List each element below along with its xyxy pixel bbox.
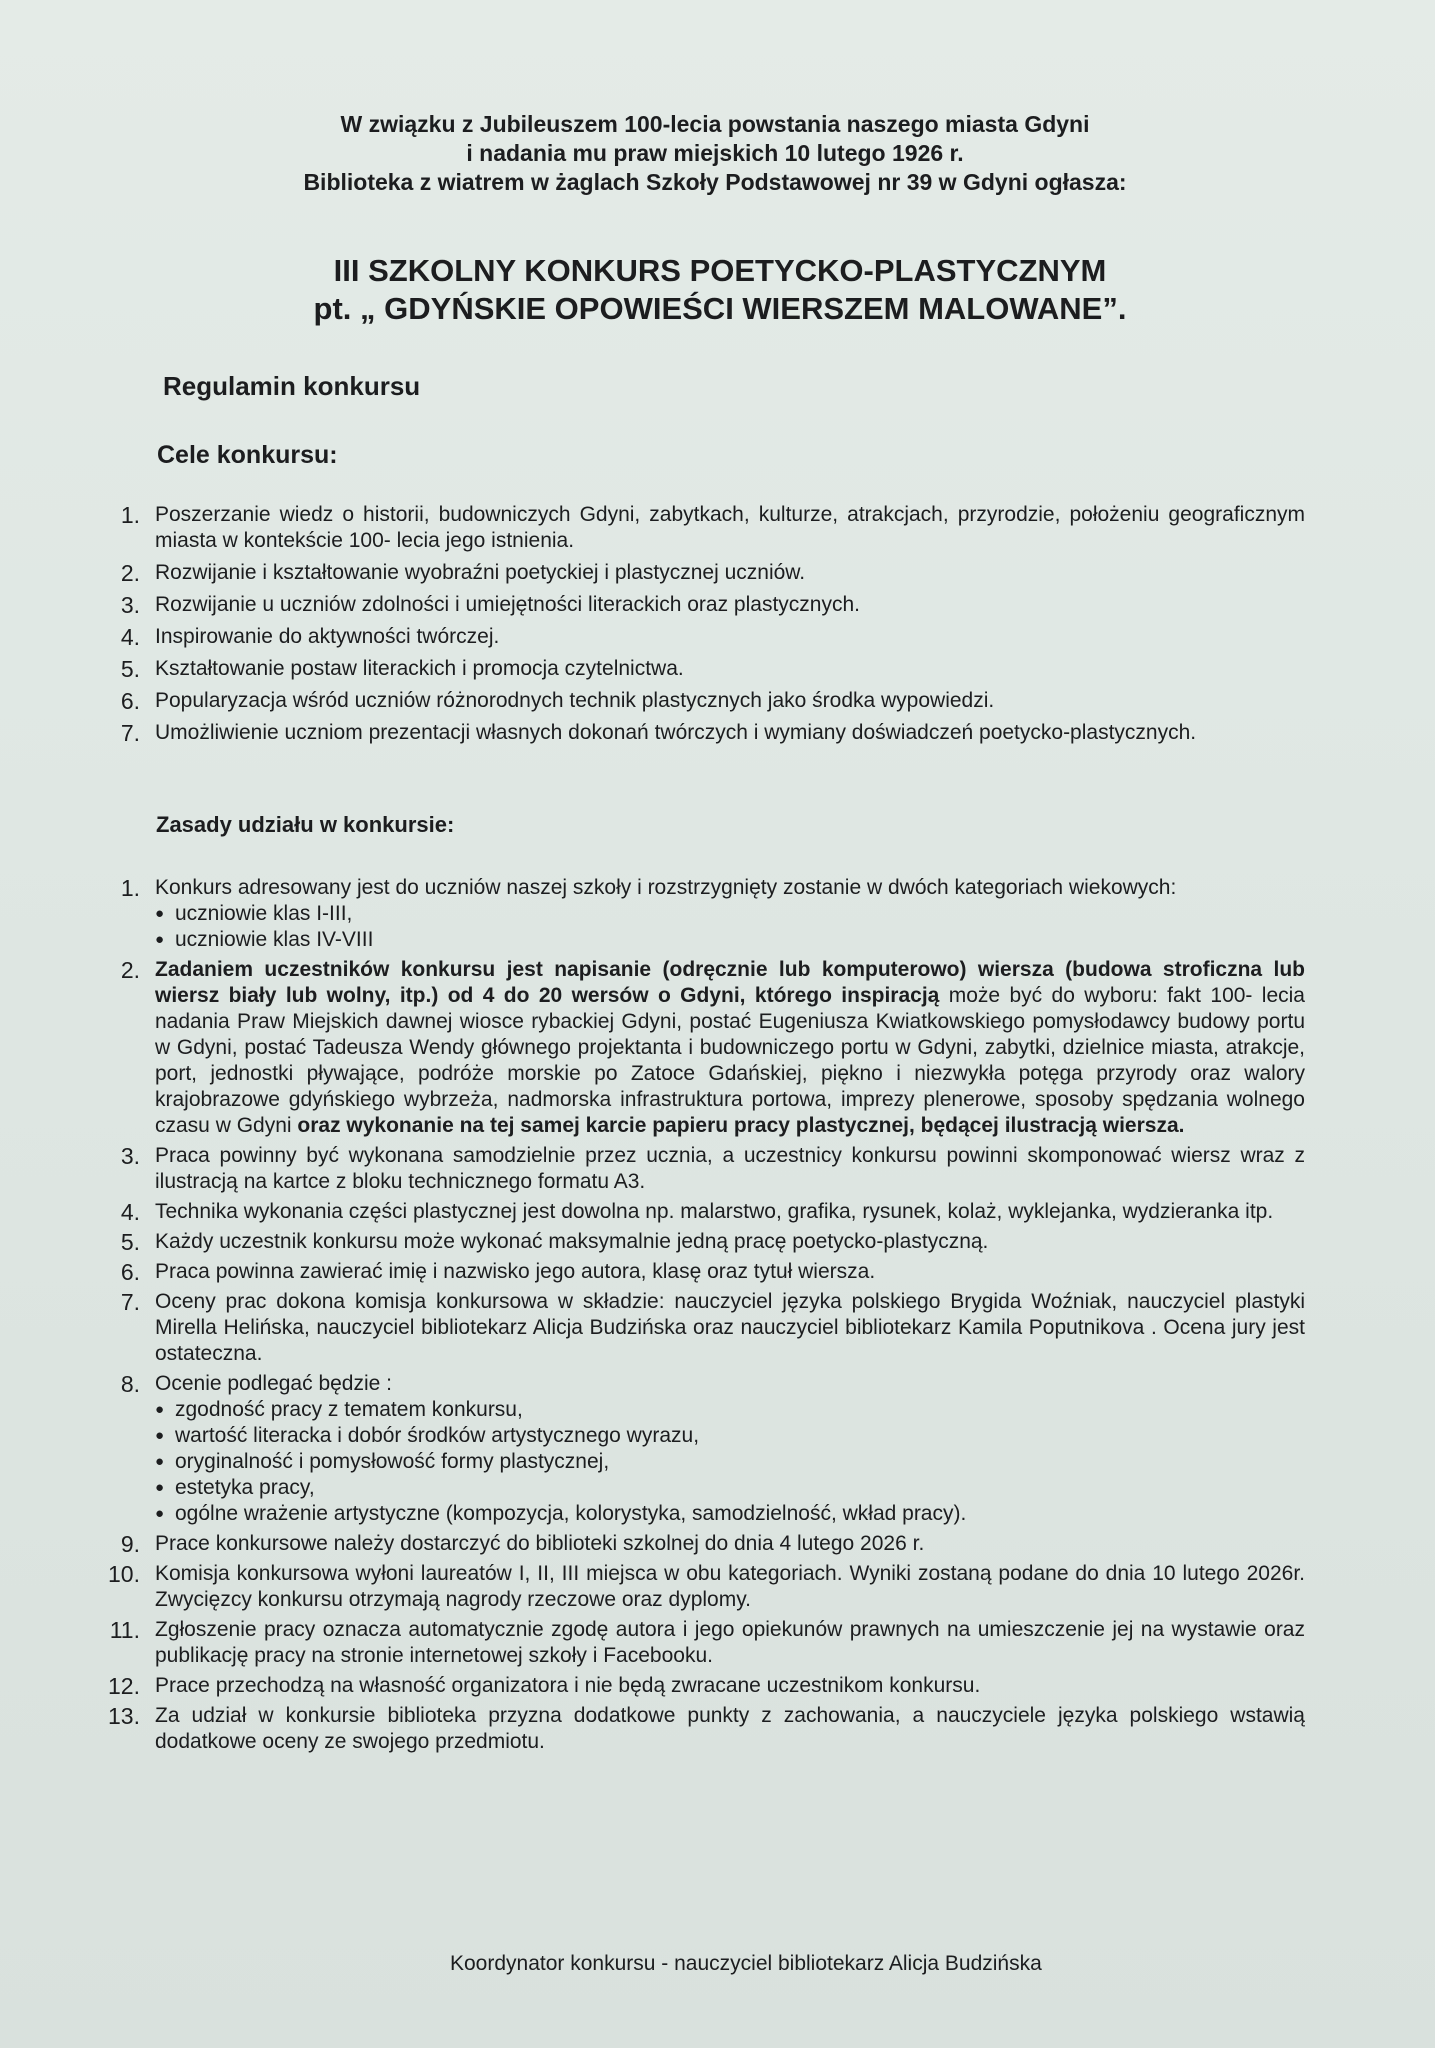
item-text: Technika wykonania części plastycznej jest dowolna np. malarstwo, grafika, rysunek, kolaż, wyklejanka, wydzieranka itp. — [155, 1200, 1274, 1223]
goal-item — [100, 656, 1305, 682]
item-text: może być do wyboru: fakt 100- lecia nadania Praw Miejskich dawnej wiosce rybackiej Gdyni, postać Eugeniusza Kwiatkowskiego pomysłodawcy budowy portu w Gdyni, postać Tadeusza Wendy głównego projektanta i budowniczego portu w Gdyni, zabytki, dzielnice miasta, atrakcje, port, jednostki pływające, podróże morskie po Zatoce Gdańskiej, piękno i niezwykła potęga przyrody oraz walory krajobrazowe gdyńskiego wybrzeża, nadmorska infrastruktura portowa, imprezy plenerowe, sposoby spędzania wolnego czasu w Gdyni — [155, 984, 1305, 1137]
item-number: 1. — [120, 502, 140, 528]
item-text-bold: Zadaniem uczestników konkursu jest napisanie (odręcznie lub komputerowo) wiersza (budowa stroficzna lub wiersz biały lub wolny, itp.) od 4 do 20 wersów o Gdyni, którego inspiracją — [155, 958, 1305, 1007]
bullet-item: ● uczniowie klas I-III, — [155, 901, 1305, 927]
bullet-item: ● zgodność pracy z tematem konkursu, — [155, 1397, 1305, 1423]
item-number: 8. — [120, 1371, 140, 1397]
item-text: Praca powinny być wykonana samodzielnie przez ucznia, a uczestnicy konkursu powinni skomponować wiersz wraz z ilustracją na kartce z bloku technicznego formatu A3. — [155, 1144, 1305, 1193]
bullet-item: ● wartość literacka i dobór środków artystycznego wyrazu, — [155, 1423, 1305, 1449]
coordinator-signature: Koordynator konkursu - nauczyciel bibliotekarz Alicja Budzińska — [450, 1952, 1042, 1975]
item-number: 1. — [120, 875, 140, 901]
goal-item — [100, 592, 1305, 618]
item-text: Zgłoszenie pracy oznacza automatycznie zgodę autora i jego opiekunów prawnych na umieszczenie jej na wystawie oraz publikację pracy na stronie internetowej szkoły i Facebooku. — [155, 1618, 1305, 1667]
rules-heading: Zasady udziału w konkursie: — [156, 812, 455, 837]
item-number: 4. — [120, 624, 140, 650]
rule-item — [100, 1617, 1305, 1669]
bullet-item: ● estetyka pracy, — [155, 1475, 1305, 1501]
rule-item — [100, 1561, 1305, 1613]
item-text: Inspirowanie do aktywności twórczej. — [155, 625, 500, 648]
item-number: 7. — [120, 720, 140, 746]
item-text: Za udział w konkursie biblioteka przyzna dodatkowe punkty z zachowania, a nauczyciele języka polskiego wstawią dodatkowe oceny ze swojego przedmiotu. — [155, 1704, 1305, 1753]
rule-item — [100, 1531, 1305, 1557]
item-text: Oceny prac dokona komisja konkursowa w składzie: nauczyciel języka polskiego Brygida Woźniak, nauczyciel plastyki Mirella Helińska, nauczyciel bibliotekarz Alicja Budzińska oraz nauczyciel bibliotekarz Kamila Poputnikova . Ocena jury jest ostateczna. — [155, 1290, 1305, 1365]
header-line: W związku z Jubileuszem 100-lecia powstania naszego miasta Gdyni — [340, 111, 1090, 137]
rule-item — [100, 1199, 1305, 1225]
item-text: Umożliwienie uczniom prezentacji własnych dokonań twórczych i wymiany doświadczeń poetycko-plastycznych. — [155, 721, 1197, 744]
regulations-heading: Regulamin konkursu — [163, 371, 421, 401]
item-text: Kształtowanie postaw literackich i promocja czytelnictwa. — [155, 657, 684, 680]
header-line: Biblioteka z wiatrem w żaglach Szkoły Podstawowej nr 39 w Gdyni ogłasza: — [303, 169, 1127, 195]
title-line: III SZKOLNY KONKURS POETYCKO-PLASTYCZNYM — [333, 253, 1107, 288]
item-number: 11. — [109, 1617, 140, 1643]
goals-heading: Cele konkursu: — [157, 441, 338, 469]
goal-item — [100, 688, 1305, 714]
item-text: Popularyzacja wśród uczniów różnorodnych technik plastycznych jako środka wypowiedzi. — [155, 689, 995, 712]
goal-item — [100, 720, 1305, 746]
item-number: 5. — [120, 1229, 140, 1255]
item-number: 3. — [120, 1143, 140, 1169]
goals-list — [100, 502, 1305, 752]
rule-item — [100, 875, 1305, 953]
rule-item — [100, 957, 1305, 1139]
rule-item — [100, 1673, 1305, 1699]
header-line: i nadania mu praw miejskich 10 lutego 1926 r. — [466, 140, 964, 166]
title-line: pt. „ GDYŃSKIE OPOWIEŚCI WIERSZEM MALOWANE”. — [313, 291, 1127, 326]
item-text: Rozwijanie u uczniów zdolności i umiejętności literackich oraz plastycznych. — [155, 593, 860, 616]
rule-item — [100, 1289, 1305, 1367]
item-text-bold: oraz wykonanie na tej samej karcie papieru pracy plastycznej, będącej ilustracją wiersza. — [297, 1114, 1185, 1137]
item-text: Każdy uczestnik konkursu może wykonać maksymalnie jedną pracę poetycko-plastyczną. — [155, 1230, 989, 1253]
item-text: Prace konkursowe należy dostarczyć do biblioteki szkolnej do dnia 4 lutego 2026 r. — [155, 1532, 925, 1555]
item-text: Komisja konkursowa wyłoni laureatów I, II, III miejsca w obu kategoriach. Wyniki zostaną podane do dnia 10 lutego 2026r. Zwycięzcy konkursu otrzymają nagrody rzeczowe oraz dyplomy. — [155, 1562, 1305, 1611]
goal-item — [100, 502, 1305, 554]
item-text: Rozwijanie i kształtowanie wyobraźni poetyckiej i plastycznej uczniów. — [155, 561, 806, 584]
item-text: Praca powinna zawierać imię i nazwisko jego autora, klasę oraz tytuł wiersza. — [155, 1260, 876, 1283]
item-text: Poszerzanie wiedz o historii, budowniczych Gdyni, zabytkach, kulturze, atrakcjach, przyrodzie, położeniu geograficznym miasta w kontekście 100- lecia jego istnienia. — [155, 503, 1305, 552]
item-number: 6. — [120, 1259, 140, 1285]
item-number: 2. — [120, 957, 140, 983]
goal-item — [100, 560, 1305, 586]
item-number: 3. — [120, 592, 140, 618]
item-number: 10. — [108, 1561, 140, 1587]
item-number: 12. — [108, 1673, 140, 1699]
announcement-header — [130, 110, 1300, 197]
bullet-item: ● oryginalność i pomysłowość formy plastycznej, — [155, 1449, 1305, 1475]
item-text: Konkurs adresowany jest do uczniów naszej szkoły i rozstrzygnięty zostanie w dwóch kategoriach wiekowych: — [155, 876, 1177, 899]
contest-title — [150, 252, 1290, 328]
item-number: 9. — [120, 1531, 140, 1557]
bullet-item: ● ogólne wrażenie artystyczne (kompozycja, kolorystyka, samodzielność, wkład pracy). — [155, 1501, 1305, 1527]
item-number: 7. — [120, 1289, 140, 1315]
rule-item — [100, 1229, 1305, 1255]
rule-item — [100, 1371, 1305, 1527]
rule-item — [100, 1703, 1305, 1755]
item-number: 6. — [120, 688, 140, 714]
bullet-item: ● uczniowie klas IV-VIII — [155, 927, 1305, 953]
rules-list — [100, 875, 1305, 1759]
rule-item — [100, 1259, 1305, 1285]
item-number: 2. — [120, 560, 140, 586]
rule-item — [100, 1143, 1305, 1195]
item-number: 13. — [108, 1703, 140, 1729]
goal-item — [100, 624, 1305, 650]
item-number: 5. — [120, 656, 140, 682]
item-text: Prace przechodzą na własność organizatora i nie będą zwracane uczestnikom konkursu. — [155, 1674, 981, 1697]
item-number: 4. — [120, 1199, 140, 1225]
item-text: Ocenie podlegać będzie : — [155, 1372, 392, 1395]
